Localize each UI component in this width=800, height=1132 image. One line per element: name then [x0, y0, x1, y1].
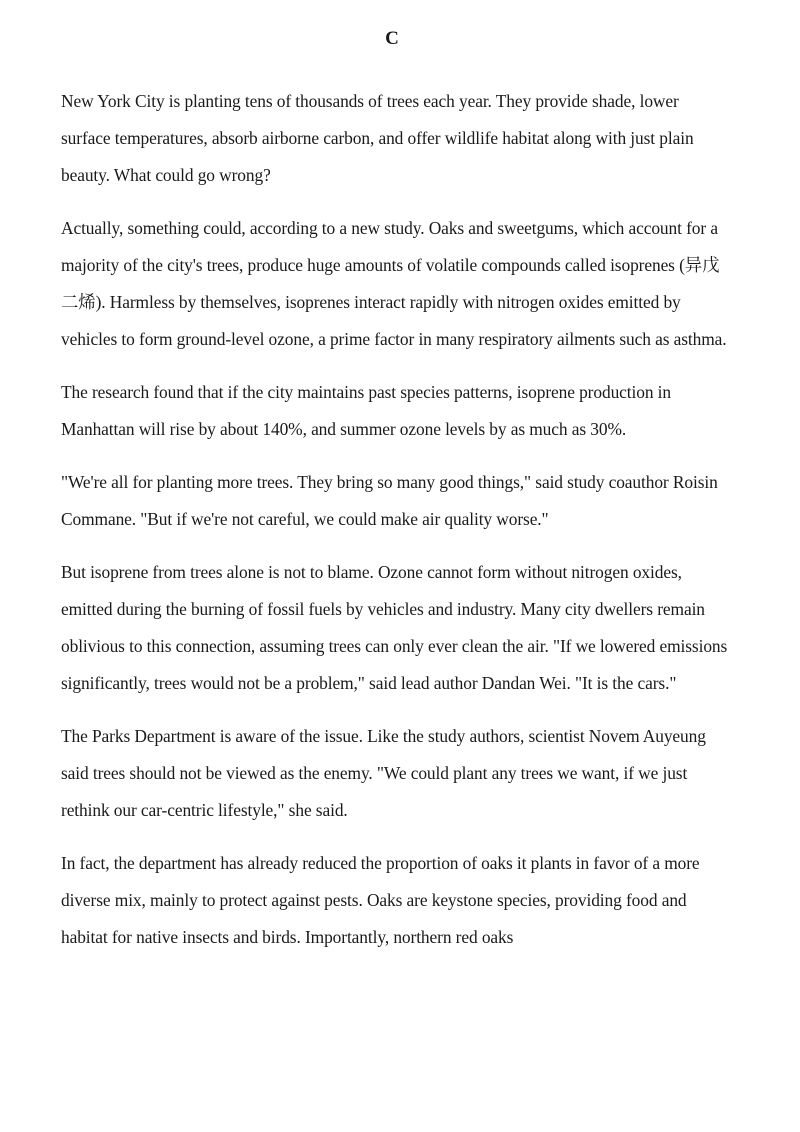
paragraph-1: New York City is planting tens of thousands of trees each year. They provide shade, lower surface temperatures, absorb airborne carbon, and offer wildlife habitat along with just plain beauty. What could go wrong? — [61, 91, 694, 185]
paragraph-7: In fact, the department has already reduced the proportion of oaks it plants in favor of a more diverse mix, mainly to protect against pests. Oaks are keystone species, providing food and habitat for native insects and birds. Importantly, northern red oaks — [61, 853, 700, 947]
section-letter: C — [385, 28, 399, 49]
paragraph-4: "We're all for planting more trees. They bring so many good things," said study coauthor Roisin Commane. "But if we're not careful, we could make air quality worse." — [61, 472, 718, 529]
paragraph-3: The research found that if the city maintains past species patterns, isoprene production in Manhattan will rise by about 140%, and summer ozone levels by as much as 30%. — [61, 382, 672, 439]
paragraph-6: The Parks Department is aware of the issue. Like the study authors, scientist Novem Auyeung said trees should not be viewed as the enemy. "We could plant any trees we want, if we just rethink our car-centric lifestyle," she said. — [61, 726, 706, 820]
article-body — [61, 83, 729, 972]
paragraph-2: Actually, something could, according to a new study. Oaks and sweetgums, which account for a majority of the city's trees, produce huge amounts of volatile compounds called isoprenes (异戊二烯). Harmless by themselves, isoprenes interact rapidly with nitrogen oxides emitted by vehicles to form ground-level ozone, a prime factor in many respiratory ailments such as asthma. — [61, 218, 727, 349]
paragraph-5: But isoprene from trees alone is not to blame. Ozone cannot form without nitrogen oxides, emitted during the burning of fossil fuels by vehicles and industry. Many city dwellers remain oblivious to this connection, assuming trees can only ever clean the air. "If we lowered emissions significantly, trees would not be a problem," said lead author Dandan Wei. "It is the cars." — [61, 562, 728, 693]
